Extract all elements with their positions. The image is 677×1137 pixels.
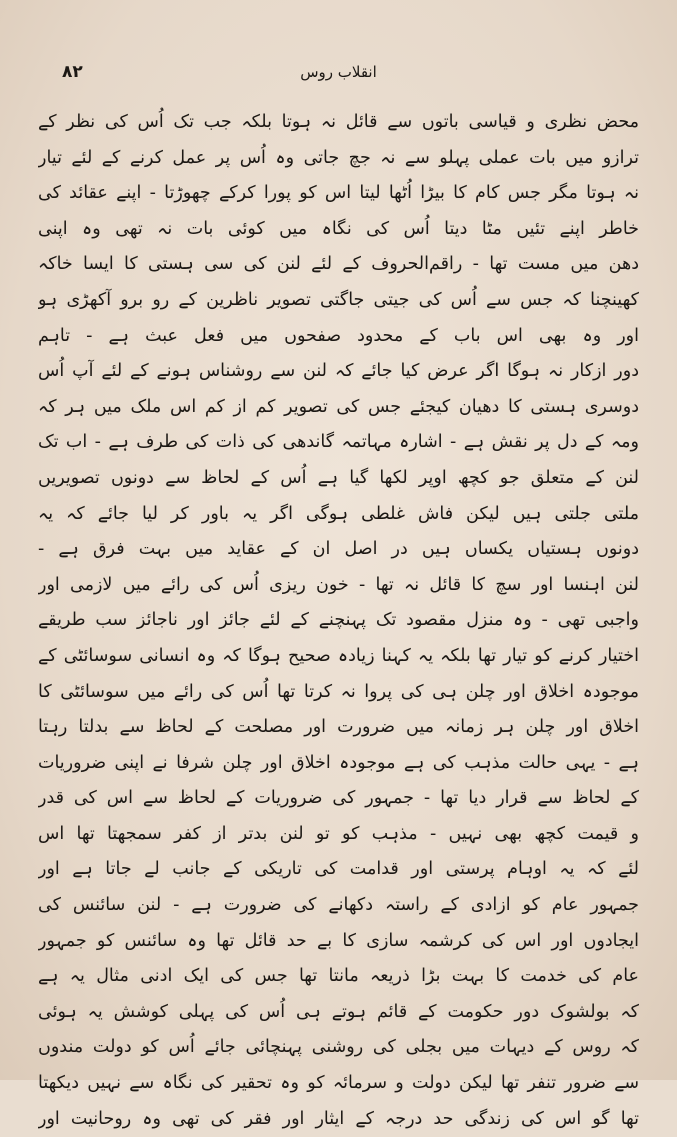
text-line: سے ضرور تنفر تھا لیکن دولت و سرمائہ کو وہ تحقیر کی نگاہ سے نہیں دیکھتا [38,1073,639,1094]
text-line: جمہور عام کو ازادی کے راستہ دکھانے کی ضرورت ہے - لنن سائنس کی [38,895,639,916]
text-line: دونوں ہستیاں یکساں ہیں در اصل ان کے عقاید میں بہت فرق ہے - [38,539,639,560]
text-line: ہے - یہی حالت مذہب کی ہے موجودہ اخلاق اور چلن شرفا نے اپنی ضروریات [38,752,639,773]
text-line: تھا گو اس کی زندگی حد درجہ کے ایثار اور فقر کی تھی وہ روحانیت اور [38,1108,639,1129]
text-line: اخلاق اور چلن ہر زمانہ میں ضرورت اور مصلحت کے لحاظ سے بدلتا رہتا [38,717,639,738]
text-line: دوسری ہستی کا دھیان کیجئے جس کی تصویر کم از کم اس ملک میں ہر کہ [38,396,639,417]
text-line: لنن کے متعلق جو کچھ اوپر لکھا گیا ہے اُس کے لحاظ سے دونوں تصویریں [38,467,639,488]
text-line: کہ روس کے دیہات میں بجلی کی روشنی پہنچائی جائے اُس کو دولت مندوں [38,1037,639,1058]
text-line: اختیار کرنے کو تیار تھا بلکہ یہ کہنا زیادہ صحیح ہوگا کہ وہ انسانی سوسائٹی کے [38,645,639,666]
text-line: لنن اہنسا اور سچ کا قائل نہ تھا - خون ریزی اُس کی رائے میں لازمی اور [38,574,639,595]
text-line: نہ ہوتا مگر جس کام کا بیڑا اُٹھا لیتا اس کو پورا کرکے چھوڑتا - اپنے عقائد کی [38,183,639,204]
text-line: دھن میں مست تھا - راقم‌الحروف کے لئے لنن کی سی ہستی کا ایسا خاکہ [38,254,639,275]
text-line: ملتی جلتی ہیں لیکن فاش غلطی ہوگی اگر یہ باور کر لیا جائے کہ یہ [38,503,639,524]
text-line: ایجادوں اور اس کی کرشمہ سازی کا بے حد قائل تھا وہ سائنس کو جمہور [38,930,639,951]
text-line: ومہ کے دل پر نقش ہے - اشارہ مہاتمہ گاندھی کی ذات کی طرف ہے - اب تک [38,432,639,453]
text-line: لئے کہ یہ اوہام پرستی اور قدامت کی تاریکی کے جانب لے جاتا ہے اور [38,859,639,880]
text-line: کھینچنا کہ جس سے اُس کی جیتی جاگتی تصویر ناظرین کے رو برو آکھڑی ہو [38,289,639,310]
text-line: موجودہ اخلاق اور چلن ہی کی پروا نہ کرتا تھا اُس کی رائے میں سوسائٹی کا [38,681,639,702]
page-header [40,60,637,88]
text-line: کے لحاظ سے قرار دیا تھا - جمہور کی ضروریات کے لحاظ سے اس کی قدر [38,788,639,809]
text-line: اور وہ بھی اس باب کے محدود صفحوں میں فعل عبث ہے - تاہم [38,325,639,346]
running-title: انقلاب روس [300,63,377,81]
page-number: ۸۲ [62,62,83,82]
text-line: و قیمت کچھ بھی نہیں - مذہب کو تو لنن بدتر از کفر سمجھتا تھا اس [38,823,639,844]
text-line: ترازو میں بات عملی پہلو سے نہ جچ جاتی وہ اُس پر عمل کرنے کے لئے تیار [38,147,639,168]
text-line: خاطر اپنے تئیں مٹا دیتا اُس کی نگاہ میں کوئی بات نہ تھی وہ اپنی [38,218,639,239]
text-line: دور ازکار نہ ہوگا اگر عرض کیا جائے کہ لنن سے روشناس ہونے کے لئے آپ اُس [38,361,639,382]
text-line: عام کی خدمت کا بہت بڑا ذریعہ مانتا تھا جس کی ایک ادنی مثال یہ ہے [38,966,639,987]
body-text [38,105,639,1137]
text-line: محض نظری و قیاسی باتوں سے قائل نہ ہوتا بلکہ جب تک اُس کی نظر کے [38,112,639,132]
text-line: کہ بولشوک دور حکومت کے قائم ہوتے ہی اُس کی پہلی کوشش یہ ہوئی [38,1001,639,1022]
text-line: واجبی تھی - وہ منزل مقصود تک پہنچنے کے لئے جائز اور ناجائز سب طریقے [38,610,639,631]
